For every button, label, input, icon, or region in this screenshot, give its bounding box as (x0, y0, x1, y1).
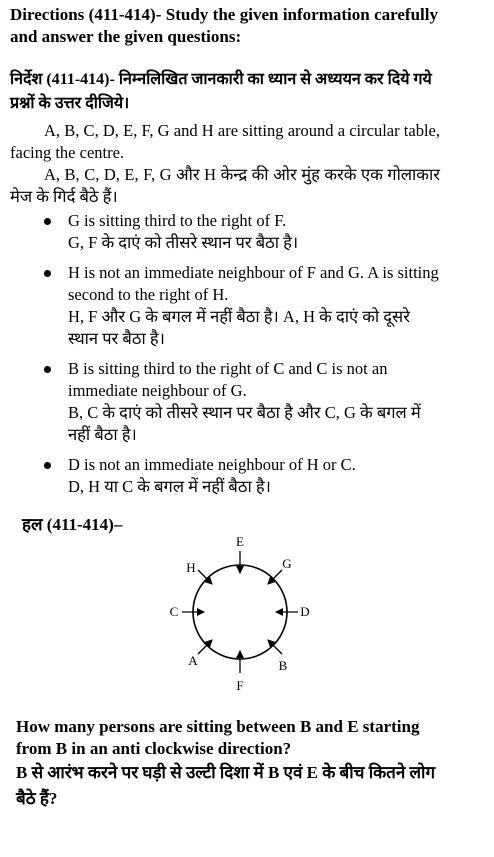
condition-hindi: D, H या C के बगल में नहीं बैठा है। (68, 477, 271, 496)
condition-english: G is sitting third to the right of F. (68, 211, 287, 230)
condition-hindi: B, C के दाएं को तीसरे स्थान पर बैठा है और C, G के बगल में नहीं बैठा है। (68, 403, 421, 444)
condition-hindi: H, F और G के बगल में नहीं बैठा है। A, H के दाएं को दूसरे स्थान पर बैठा है। (68, 307, 410, 348)
condition-english: D is not an immediate neighbour of H or C. (68, 455, 356, 474)
seat-label: B (278, 658, 288, 673)
seat-label: H (186, 560, 196, 575)
seat-arrow-a (198, 640, 212, 654)
intro-english-text: A, B, C, D, E, F, G and H are sitting around a circular table, facing the centre. (10, 121, 440, 162)
condition-english: H is not an immediate neighbour of F and G. A is sitting second to the right of H. (68, 263, 439, 304)
solution-title: हल (411-414)– (22, 515, 123, 534)
intro-hindi-text: A, B, C, D, E, F, G और H केन्द्र की ओर मुंह करके एक गोलाकार मेज के गिर्द बैठे हैं। (10, 165, 440, 206)
directions-hindi: निर्देश (411-414)- निम्नलिखित जानकारी का ध्यान से अध्ययन कर दिये गये प्रश्नों के उत्तर दीजिये। (10, 71, 432, 112)
seat-label: F (236, 678, 244, 693)
condition-hindi: G, F के दाएं को तीसरे स्थान पर बैठा है। (68, 233, 299, 252)
seat-label: E (236, 534, 244, 549)
seat-label: A (188, 653, 198, 668)
seat-arrow-g (268, 570, 282, 584)
seat-arrow-b (268, 640, 282, 654)
condition-english: B is sitting third to the right of C and C is not an immediate neighbour of G. (68, 359, 388, 400)
seat-label: C (169, 604, 179, 619)
seat-label: D (300, 604, 310, 619)
seat-arrow-h (198, 570, 212, 584)
question-hindi: B से आरंभ करने पर घड़ी से उल्टी दिशा में B एवं E के बीच कितने लोग बैठे हैं? (16, 763, 436, 808)
seat-label: G (282, 556, 292, 571)
question-english: How many persons are sitting between B and E starting from B in an anti clockwise direction? (16, 717, 420, 758)
directions-english: Directions (411-414)- Study the given information carefully and answer the given questions: (10, 5, 438, 46)
